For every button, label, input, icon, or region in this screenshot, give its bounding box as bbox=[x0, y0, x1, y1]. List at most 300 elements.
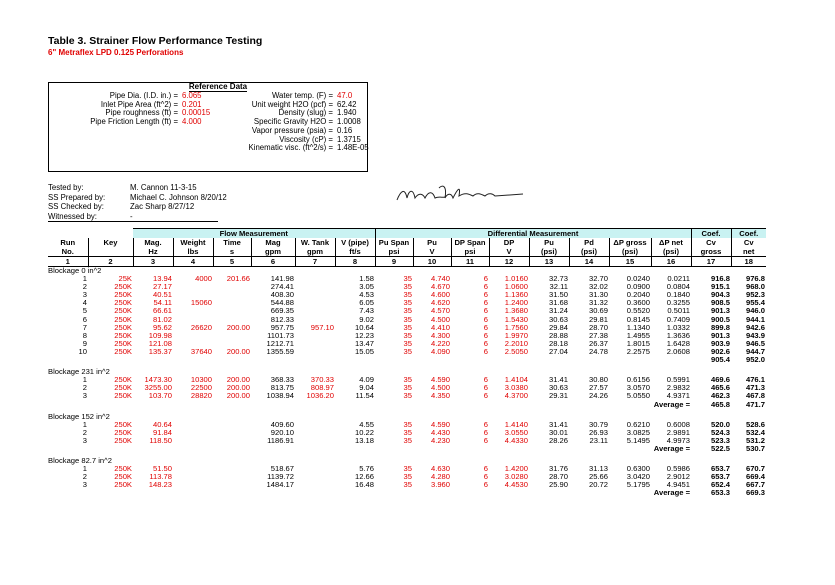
table-cell: 24.26 bbox=[588, 391, 608, 401]
table-cell: 35 bbox=[403, 330, 412, 340]
table-cell: 4.500 bbox=[430, 314, 450, 324]
table-cell: 465.6 bbox=[710, 383, 730, 393]
column-number: 5 bbox=[213, 257, 251, 267]
table-cell: 0.0900 bbox=[626, 282, 650, 292]
table-cell: 4.9451 bbox=[666, 480, 690, 490]
table-cell bbox=[173, 481, 213, 489]
table-cell: 0.5520 bbox=[626, 306, 650, 316]
reference-value: 0.00015 bbox=[182, 108, 211, 118]
table-cell: 4.740 bbox=[430, 274, 450, 284]
table-cell: 0.6300 bbox=[626, 464, 650, 474]
reference-label: Kinematic visc. (ft^2/s) = bbox=[248, 143, 333, 153]
table-cell: 200.00 bbox=[226, 383, 250, 393]
handwritten-signature bbox=[395, 180, 525, 215]
sign-off-row bbox=[48, 202, 227, 212]
table-cell-empty bbox=[529, 401, 569, 409]
table-cell bbox=[213, 283, 251, 291]
table-cell: 6 bbox=[483, 330, 488, 340]
reference-value: 1.48E-05 bbox=[337, 143, 369, 153]
sign-off-label: Witnessed by: bbox=[48, 211, 97, 221]
table-cell: 1.4140 bbox=[504, 419, 528, 429]
section-title: Blockage 231 in^2 bbox=[48, 367, 110, 377]
table-cell-empty bbox=[251, 489, 295, 497]
column-unit: Hz bbox=[133, 247, 173, 257]
column-unit: V bbox=[489, 247, 529, 257]
table-cell: 250K bbox=[114, 472, 132, 482]
table-cell: 4.570 bbox=[430, 306, 450, 316]
table-cell: 2.5050 bbox=[504, 346, 528, 356]
table-cell: 250K bbox=[114, 298, 132, 308]
sign-off-label: SS Checked by: bbox=[48, 202, 104, 211]
reference-right-column bbox=[230, 92, 379, 153]
average-cv-gross: 653.3 bbox=[710, 488, 730, 498]
table-cell: 28.18 bbox=[548, 338, 568, 348]
table-cell-empty bbox=[213, 356, 251, 364]
table-cell: 6 bbox=[82, 314, 87, 324]
table-cell: 1139.72 bbox=[267, 472, 294, 482]
table-cell: 2 bbox=[82, 472, 87, 482]
table-cell: 51.50 bbox=[152, 464, 172, 474]
table-cell: 4.4330 bbox=[504, 435, 528, 445]
average-label: Average = bbox=[653, 443, 690, 453]
table-cell bbox=[173, 421, 213, 429]
coef-group-gross: Coef. bbox=[691, 229, 731, 239]
average-cv-gross: 905.4 bbox=[710, 355, 730, 365]
column-header: W. Tank bbox=[295, 238, 335, 247]
table-cell-empty bbox=[569, 445, 609, 453]
table-cell bbox=[173, 283, 213, 291]
column-unit: psi bbox=[451, 247, 489, 257]
table-cell-empty bbox=[48, 489, 88, 497]
reference-value: 4.000 bbox=[182, 117, 202, 127]
table-cell: 25.90 bbox=[548, 480, 568, 490]
table-cell: 121.08 bbox=[148, 338, 172, 348]
sign-off-row bbox=[48, 183, 227, 193]
table-cell: 200.00 bbox=[226, 391, 250, 401]
table-cell: 29.31 bbox=[548, 391, 568, 401]
table-cell: 1.3680 bbox=[504, 306, 528, 316]
table-cell-empty bbox=[451, 445, 489, 453]
table-cell: 968.0 bbox=[745, 282, 765, 292]
table-cell: 5.1495 bbox=[626, 435, 650, 445]
table-cell bbox=[295, 421, 335, 429]
table-cell-empty bbox=[375, 489, 413, 497]
table-cell: 29.81 bbox=[588, 314, 608, 324]
column-header: ΔP gross bbox=[609, 238, 651, 247]
table-cell: 30.79 bbox=[588, 419, 608, 429]
table-cell-empty bbox=[489, 445, 529, 453]
column-unit: (psi) bbox=[529, 247, 569, 257]
table-cell: 1.4200 bbox=[504, 464, 528, 474]
sign-off-row bbox=[48, 212, 218, 223]
table-cell bbox=[173, 473, 213, 481]
table-cell: 0.3255 bbox=[666, 298, 690, 308]
table-cell: 812.33 bbox=[270, 314, 294, 324]
table-cell-empty bbox=[489, 401, 529, 409]
table-cell-empty bbox=[251, 356, 295, 364]
table-cell: 3 bbox=[82, 480, 87, 490]
table-cell: 908.5 bbox=[710, 298, 730, 308]
table-cell: 250K bbox=[114, 322, 132, 332]
table-cell: 2.2010 bbox=[504, 338, 528, 348]
column-number: 6 bbox=[251, 257, 295, 267]
table-cell-empty bbox=[213, 445, 251, 453]
table-cell: 6 bbox=[483, 282, 488, 292]
table-cell-empty bbox=[569, 489, 609, 497]
table-cell: 409.60 bbox=[270, 419, 294, 429]
table-cell bbox=[173, 307, 213, 315]
table-cell-empty bbox=[88, 356, 133, 364]
table-cell: 30.69 bbox=[588, 306, 608, 316]
table-cell: 31.24 bbox=[548, 306, 568, 316]
table-cell: 903.9 bbox=[710, 338, 730, 348]
column-number: 17 bbox=[691, 257, 731, 267]
column-number: 7 bbox=[295, 257, 335, 267]
table-cell: 103.70 bbox=[148, 391, 172, 401]
table-cell: 3.0280 bbox=[504, 472, 528, 482]
table-cell: 944.7 bbox=[745, 346, 765, 356]
table-cell: 6 bbox=[483, 306, 488, 316]
section-title: Blockage 82.7 in^2 bbox=[48, 456, 112, 466]
column-unit: V bbox=[413, 247, 451, 257]
table-cell: 135.37 bbox=[148, 346, 172, 356]
column-header: DP bbox=[489, 238, 529, 247]
table-cell-empty bbox=[251, 401, 295, 409]
table-cell: 0.5986 bbox=[666, 464, 690, 474]
reference-label: Pipe roughness (ft) = bbox=[105, 108, 178, 118]
table-cell-empty bbox=[295, 356, 335, 364]
table-cell: 250K bbox=[114, 427, 132, 437]
table-cell-empty bbox=[173, 401, 213, 409]
flow-measurement-group: Flow Measurement bbox=[133, 229, 375, 239]
average-cv-gross: 465.8 bbox=[710, 399, 730, 409]
reference-label: Viscosity (cP) = bbox=[279, 134, 333, 144]
table-cell: 35 bbox=[403, 290, 412, 300]
table-cell: 250K bbox=[114, 464, 132, 474]
table-cell: 250K bbox=[114, 330, 132, 340]
sign-off-value: - bbox=[130, 211, 133, 221]
table-cell: 27.38 bbox=[588, 330, 608, 340]
column-header: Mag bbox=[251, 238, 295, 247]
table-cell bbox=[295, 291, 335, 299]
table-cell bbox=[295, 429, 335, 437]
table-cell: 943.9 bbox=[745, 330, 765, 340]
table-cell: 26.93 bbox=[588, 427, 608, 437]
table-cell: 32.70 bbox=[588, 274, 608, 284]
table-cell bbox=[295, 340, 335, 348]
table-cell bbox=[213, 307, 251, 315]
table-cell: 523.3 bbox=[710, 435, 730, 445]
column-header: Pu bbox=[413, 238, 451, 247]
column-header: Pu bbox=[529, 238, 569, 247]
column-header: Mag. bbox=[133, 238, 173, 247]
column-unit: gpm bbox=[251, 247, 295, 257]
column-header: Cv bbox=[691, 238, 731, 247]
table-cell: 81.02 bbox=[152, 314, 172, 324]
table-cell: 148.23 bbox=[148, 480, 172, 490]
table-cell: 6 bbox=[483, 435, 488, 445]
column-number: 9 bbox=[375, 257, 413, 267]
table-cell: 27.04 bbox=[548, 346, 568, 356]
table-cell bbox=[173, 465, 213, 473]
table-cell: 6 bbox=[483, 427, 488, 437]
table-cell bbox=[295, 473, 335, 481]
table-cell: 4.4530 bbox=[504, 480, 528, 490]
table-cell: 652.4 bbox=[710, 480, 730, 490]
table-cell: 653.7 bbox=[710, 472, 730, 482]
table-cell: 35 bbox=[403, 322, 412, 332]
table-cell: 2.2575 bbox=[626, 346, 650, 356]
table-cell bbox=[213, 421, 251, 429]
table-cell: 957.10 bbox=[310, 322, 334, 332]
column-number: 15 bbox=[609, 257, 651, 267]
table-cell: 2.9832 bbox=[666, 383, 690, 393]
table-cell: 20.72 bbox=[588, 480, 608, 490]
table-cell: 28.88 bbox=[548, 330, 568, 340]
table-cell: 40.64 bbox=[152, 419, 172, 429]
table-cell: 1.8015 bbox=[626, 338, 650, 348]
table-cell-empty bbox=[88, 401, 133, 409]
table-cell: 15060 bbox=[190, 298, 212, 308]
table-cell: 35 bbox=[403, 464, 412, 474]
table-cell: 6 bbox=[483, 274, 488, 284]
table-cell: 3 bbox=[82, 435, 87, 445]
table-cell bbox=[295, 465, 335, 473]
table-cell-empty bbox=[489, 489, 529, 497]
table-cell: 250K bbox=[114, 391, 132, 401]
table-cell: 6 bbox=[483, 375, 488, 385]
column-header: Pd bbox=[569, 238, 609, 247]
table-cell: 3.0570 bbox=[626, 383, 650, 393]
table-cell: 4.630 bbox=[430, 464, 450, 474]
table-cell: 670.7 bbox=[745, 464, 765, 474]
table-cell: 274.41 bbox=[270, 282, 294, 292]
column-number: 12 bbox=[489, 257, 529, 267]
differential-measurement-group: Differential Measurement bbox=[375, 229, 691, 239]
table-cell bbox=[295, 299, 335, 307]
table-cell: 4.620 bbox=[430, 298, 450, 308]
table-cell: 95.62 bbox=[152, 322, 172, 332]
table-cell-empty bbox=[88, 445, 133, 453]
table-cell: 4.09 bbox=[359, 375, 374, 385]
column-header: ΔP net bbox=[651, 238, 691, 247]
table-cell: 6 bbox=[483, 298, 488, 308]
table-cell: 368.33 bbox=[270, 375, 294, 385]
table-cell-empty bbox=[375, 401, 413, 409]
table-cell: 915.1 bbox=[710, 282, 730, 292]
table-cell: 6 bbox=[483, 383, 488, 393]
table-cell: 528.6 bbox=[745, 419, 765, 429]
table-cell: 1.58 bbox=[359, 274, 374, 284]
table-cell-empty bbox=[489, 356, 529, 364]
average-row bbox=[48, 356, 766, 364]
table-cell: 0.6008 bbox=[666, 419, 690, 429]
table-cell: 2 bbox=[82, 282, 87, 292]
table-cell: 1.3636 bbox=[666, 330, 690, 340]
table-cell: 808.97 bbox=[310, 383, 334, 393]
table-cell: 13.94 bbox=[152, 274, 172, 284]
reference-value: 62.42 bbox=[337, 99, 357, 109]
average-label bbox=[609, 356, 691, 364]
table-cell: 4.230 bbox=[430, 435, 450, 445]
table-cell: 35 bbox=[403, 391, 412, 401]
table-cell-empty bbox=[295, 401, 335, 409]
table-cell-empty bbox=[413, 356, 451, 364]
table-cell: 4 bbox=[82, 298, 87, 308]
column-unit: lbs bbox=[173, 247, 213, 257]
table-cell: 0.3600 bbox=[626, 298, 650, 308]
table-cell: 10.22 bbox=[354, 427, 374, 437]
table-cell: 9.02 bbox=[359, 314, 374, 324]
table-cell: 462.3 bbox=[710, 391, 730, 401]
table-cell-empty bbox=[335, 489, 375, 497]
section-title: Blockage 152 in^2 bbox=[48, 411, 110, 421]
table-cell: 3.0420 bbox=[626, 472, 650, 482]
table-cell: 32.73 bbox=[548, 274, 568, 284]
column-unit: gross bbox=[691, 247, 731, 257]
reference-label: Pipe Friction Length (ft) = bbox=[90, 117, 178, 127]
table-cell: 0.2040 bbox=[626, 290, 650, 300]
table-cell: 118.50 bbox=[149, 435, 172, 445]
table-cell: 901.3 bbox=[710, 330, 730, 340]
table-cell: 54.11 bbox=[153, 298, 172, 308]
table-cell: 8 bbox=[82, 330, 87, 340]
table-cell: 200.00 bbox=[226, 375, 250, 385]
table-cell: 920.10 bbox=[270, 427, 294, 437]
sign-off-label: SS Prepared by: bbox=[48, 192, 106, 202]
table-cell: 1.4104 bbox=[504, 375, 528, 385]
reference-label: Inlet Pipe Area (ft^2) = bbox=[100, 99, 178, 109]
table-cell: 35 bbox=[403, 383, 412, 393]
table-cell: 4.590 bbox=[430, 419, 450, 429]
table-cell: 2 bbox=[82, 383, 87, 393]
table-cell: 3.960 bbox=[430, 480, 450, 490]
table-cell: 6 bbox=[483, 480, 488, 490]
table-cell-empty bbox=[451, 489, 489, 497]
table-cell: 141.98 bbox=[270, 274, 294, 284]
table-cell: 40.51 bbox=[152, 290, 172, 300]
column-header: Cv bbox=[731, 238, 766, 247]
table-cell: 25K bbox=[118, 274, 132, 284]
table-cell bbox=[295, 437, 335, 445]
table-cell: 1.1340 bbox=[626, 322, 650, 332]
column-header: Weight bbox=[173, 238, 213, 247]
table-cell bbox=[213, 465, 251, 473]
table-cell: 10.64 bbox=[354, 322, 374, 332]
table-cell: 4.280 bbox=[430, 472, 450, 482]
table-cell: 6 bbox=[483, 391, 488, 401]
table-cell: 200.00 bbox=[226, 346, 250, 356]
table-cell: 250K bbox=[114, 375, 132, 385]
table-cell: 13.47 bbox=[354, 338, 374, 348]
table-cell-empty bbox=[213, 401, 251, 409]
table-cell: 35 bbox=[403, 375, 412, 385]
table-cell: 946.5 bbox=[745, 338, 765, 348]
table-cell: 22500 bbox=[190, 383, 212, 393]
table-cell: 3.05 bbox=[359, 282, 374, 292]
column-unit: gpm bbox=[295, 247, 335, 257]
average-row bbox=[48, 401, 766, 409]
table-cell: 27.17 bbox=[152, 282, 172, 292]
table-cell: 35 bbox=[403, 274, 412, 284]
table-cell: 4.220 bbox=[430, 338, 450, 348]
table-cell: 1 bbox=[82, 375, 87, 385]
table-cell bbox=[213, 332, 251, 340]
sign-off-block bbox=[48, 183, 227, 222]
table-cell: 544.88 bbox=[270, 298, 294, 308]
reference-label: Vapor pressure (psia) = bbox=[251, 125, 333, 135]
column-number: 18 bbox=[731, 257, 766, 267]
table-cell: 3 bbox=[82, 290, 87, 300]
table-cell: 4.410 bbox=[430, 322, 450, 332]
sign-off-value: Michael C. Johnson 8/20/12 bbox=[130, 192, 227, 202]
table-cell: 23.11 bbox=[589, 435, 608, 445]
table-cell-empty bbox=[335, 401, 375, 409]
table-cell: 1.0332 bbox=[666, 322, 690, 332]
table-cell: 250K bbox=[114, 290, 132, 300]
reference-value: 0.201 bbox=[182, 99, 202, 109]
table-cell: 4.53 bbox=[359, 290, 374, 300]
reference-value: 0.16 bbox=[337, 125, 353, 135]
table-row bbox=[48, 348, 766, 356]
table-cell: 1 bbox=[82, 464, 87, 474]
table-cell: 952.3 bbox=[745, 290, 765, 300]
table-cell: 12.66 bbox=[354, 472, 374, 482]
table-cell-empty bbox=[451, 356, 489, 364]
table-cell-empty bbox=[133, 489, 173, 497]
reference-label: Water temp. (F) = bbox=[271, 91, 333, 100]
table-cell: 900.5 bbox=[710, 314, 730, 324]
table-cell-empty bbox=[375, 356, 413, 364]
table-cell bbox=[295, 332, 335, 340]
table-cell: 25.66 bbox=[588, 472, 608, 482]
column-unit: psi bbox=[375, 247, 413, 257]
table-cell: 1.4955 bbox=[626, 330, 650, 340]
table-cell: 5.1795 bbox=[626, 480, 650, 490]
table-cell: 9 bbox=[82, 338, 87, 348]
table-cell: 29.84 bbox=[548, 322, 568, 332]
table-cell: 13.18 bbox=[354, 435, 374, 445]
table-cell: 471.3 bbox=[745, 383, 765, 393]
table-cell: 32.02 bbox=[588, 282, 608, 292]
table-cell bbox=[295, 275, 335, 283]
table-cell: 469.6 bbox=[710, 375, 730, 385]
table-cell-empty bbox=[173, 356, 213, 364]
table-cell-empty bbox=[529, 445, 569, 453]
table-cell: 4.430 bbox=[430, 427, 450, 437]
table-cell-empty bbox=[173, 445, 213, 453]
table-cell: 667.7 bbox=[745, 480, 765, 490]
column-header: Run bbox=[60, 238, 76, 247]
table-cell: 942.6 bbox=[745, 322, 765, 332]
table-cell: 6 bbox=[483, 314, 488, 324]
average-row bbox=[48, 445, 766, 453]
table-cell: 6 bbox=[483, 419, 488, 429]
table-cell: 250K bbox=[114, 282, 132, 292]
table-cell: 1186.91 bbox=[267, 435, 294, 445]
table-cell: 28.70 bbox=[548, 472, 568, 482]
table-cell: 35 bbox=[403, 480, 412, 490]
table-cell: 91.84 bbox=[152, 427, 172, 437]
sign-off-value: M. Cannon 11-3-15 bbox=[130, 183, 197, 192]
column-number: 3 bbox=[133, 257, 173, 267]
table-cell: 11.54 bbox=[355, 391, 374, 401]
table-cell: 0.0240 bbox=[626, 274, 650, 284]
table-cell: 31.50 bbox=[548, 290, 568, 300]
table-cell: 31.68 bbox=[548, 298, 568, 308]
table-title: Table 3. Strainer Flow Performance Testing bbox=[48, 35, 263, 47]
table-cell: 1355.59 bbox=[266, 346, 294, 356]
